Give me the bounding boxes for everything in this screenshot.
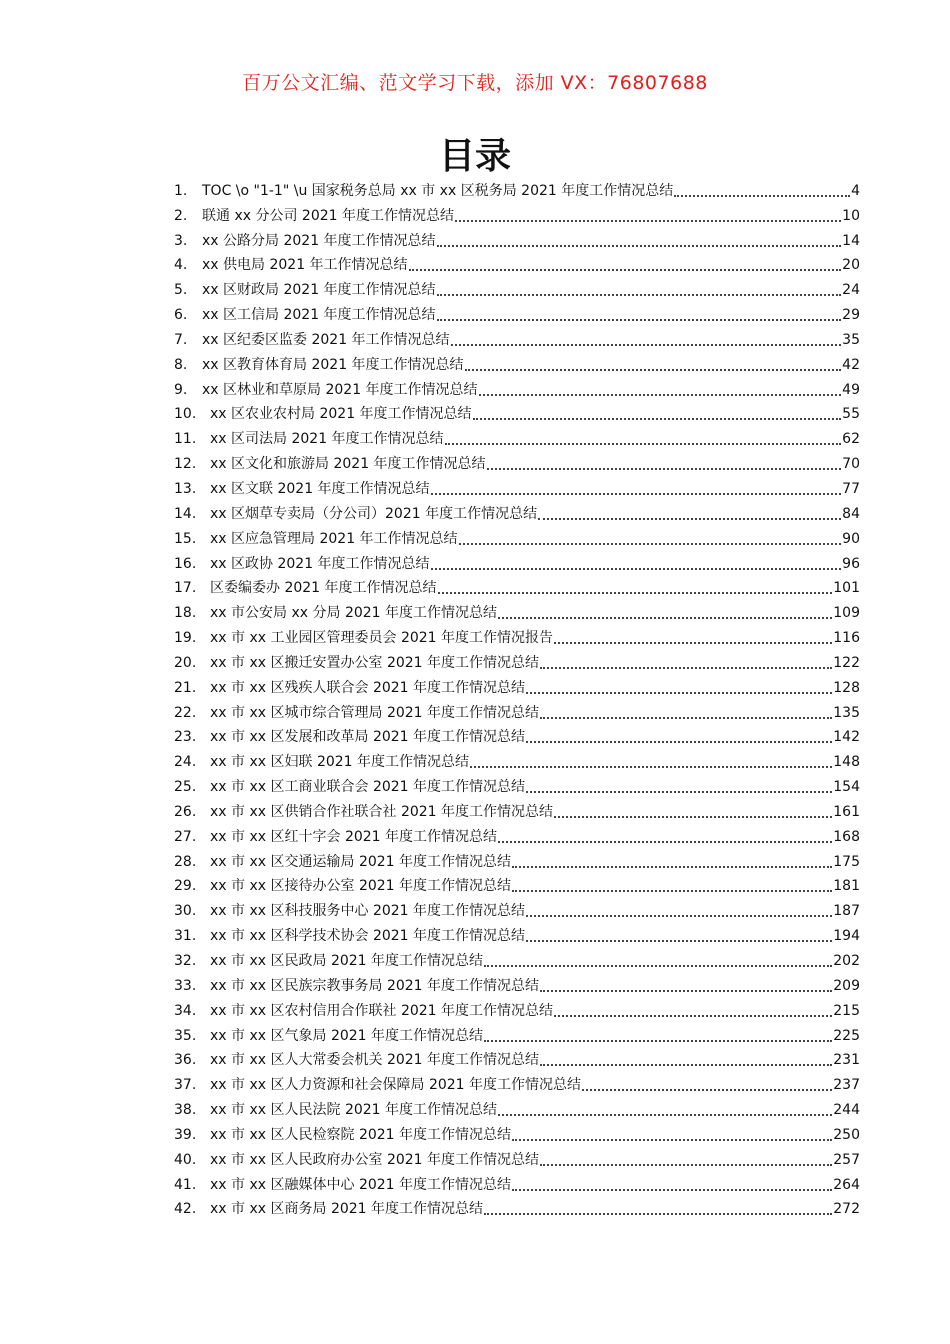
toc-entry-number: 26. [174,803,197,820]
toc-dot-leader [540,989,832,992]
toc-entry[interactable] [174,921,860,946]
toc-entry-title[interactable]: xx 公路分局 2021 年度工作情况总结 [202,232,436,249]
toc-entry-number: 17. [174,580,197,597]
toc-dot-leader [465,368,842,371]
toc-dot-leader [431,567,842,570]
toc-dot-leader [512,1138,832,1141]
toc-entry-page: 42 [842,356,860,373]
toc-entry[interactable] [174,375,860,400]
toc-entry-title[interactable]: xx 区林业和草原局 2021 年度工作情况总结 [202,381,478,398]
toc-entry-number: 34. [174,1002,197,1019]
toc-entry-page: 14 [842,232,860,249]
toc-entry-number: 35. [174,1027,197,1044]
toc-entry[interactable] [174,251,860,276]
toc-entry-number: 5. [174,282,188,299]
toc-entry-title[interactable]: xx 市 xx 区气象局 2021 年度工作情况总结 [210,1027,484,1044]
toc-entry-title[interactable]: xx 市 xx 区发展和改革局 2021 年度工作情况总结 [210,729,526,746]
toc-entry-number: 36. [174,1052,197,1069]
toc-entry-page: 202 [833,953,860,969]
toc-entry-page: 225 [833,1027,860,1044]
toc-entry[interactable] [174,673,860,698]
toc-entry-title[interactable]: xx 区政协 2021 年度工作情况总结 [210,555,430,572]
toc-entry[interactable] [174,1046,860,1071]
toc-dot-leader [479,393,842,396]
toc-entry[interactable] [174,747,860,772]
toc-entry-number: 6. [174,307,188,324]
toc-dot-leader [674,194,850,197]
toc-entry-page: 10 [842,207,860,224]
toc-entry-page: 101 [833,580,860,597]
toc-entry-title[interactable]: 联通 xx 分公司 2021 年度工作情况总结 [202,207,454,224]
toc-entry-number: 4. [174,257,188,274]
toc-entry-title[interactable]: xx 区纪委区监委 2021 年工作情况总结 [202,331,450,348]
toc-dot-leader [470,765,832,768]
toc-entry-number: 24. [174,754,197,771]
toc-dot-leader [554,815,832,818]
toc-dot-leader [554,1014,832,1017]
toc-entry-page: 237 [833,1077,860,1094]
toc-entry-title[interactable]: xx 区烟草专卖局（分公司）2021 年度工作情况总结 [210,505,538,522]
toc-entry-title[interactable]: xx 市 xx 区供销合作社联合社 2021 年度工作情况总结 [210,803,554,820]
toc-entry[interactable] [174,598,860,623]
toc-entry-title[interactable]: xx 市公安局 xx 分局 2021 年度工作情况总结 [210,605,498,622]
toc-entry-page: 4 [851,182,860,199]
toc-entry-number: 32. [174,953,197,969]
toc-dot-leader [582,1088,832,1091]
toc-entry-number: 27. [174,828,197,845]
toc-entry[interactable] [174,275,860,300]
toc-dot-leader [431,492,842,495]
toc-entry-page: 231 [833,1052,860,1069]
toc-entry-number: 21. [174,679,197,696]
toc-entry-page: 187 [833,903,860,920]
toc-entry-page: 194 [833,928,860,945]
toc-entry-page: 116 [833,630,860,647]
toc-dot-leader [437,293,842,296]
toc-entry-number: 13. [174,480,197,497]
toc-entry-page: 77 [842,480,860,497]
toc-entry[interactable] [174,723,860,748]
toc-entry[interactable] [174,226,860,251]
toc-entry-title[interactable]: xx 市 xx 区人民法院 2021 年度工作情况总结 [210,1102,498,1119]
toc-entry-page: 90 [842,530,860,547]
toc-entry[interactable] [174,1145,860,1170]
toc-entry-title[interactable]: xx 市 xx 区人民检察院 2021 年度工作情况总结 [210,1126,512,1143]
toc-dot-leader [538,517,841,520]
toc-dot-leader [540,716,832,719]
toc-entry[interactable] [174,524,860,549]
toc-entry[interactable] [174,400,860,425]
toc-entry-title[interactable]: xx 区文联 2021 年度工作情况总结 [210,480,430,497]
toc-entry[interactable] [174,201,860,226]
toc-entry-number: 40. [174,1151,197,1168]
toc-entry-page: 49 [842,381,860,398]
toc-entry-title[interactable]: xx 区司法局 2021 年度工作情况总结 [210,431,444,448]
toc-entry-page: 29 [842,307,860,324]
toc-dot-leader [451,343,842,346]
toc-entry-title[interactable]: 区委编委办 2021 年度工作情况总结 [210,580,437,597]
toc-entry-number: 14. [174,505,197,522]
toc-dot-leader [526,691,832,694]
toc-entry-number: 31. [174,928,197,945]
toc-entry[interactable] [174,797,860,822]
toc-entry-title[interactable]: TOC \o "1-1" \u 国家税务总局 xx 市 xx 区税务局 2021 年度工作情况总结 [202,182,674,199]
toc-dot-leader [526,939,832,942]
toc-entry-title[interactable]: xx 市 xx 区科学技术协会 2021 年度工作情况总结 [210,928,526,945]
toc-entry-number: 39. [174,1126,197,1143]
toc-entry[interactable] [174,946,860,971]
toc-entry-title[interactable]: xx 市 xx 区人大常委会机关 2021 年度工作情况总结 [210,1052,540,1069]
toc-entry[interactable] [174,1095,860,1120]
toc-entry-title[interactable]: xx 区农业农村局 2021 年度工作情况总结 [210,406,472,423]
toc-entry[interactable] [174,623,860,648]
toc-entry-title[interactable]: xx 市 xx 区妇联 2021 年度工作情况总结 [210,754,470,771]
toc-entry-page: 62 [842,431,860,448]
toc-entry-page: 272 [833,1201,860,1218]
toc-entry-page: 154 [833,779,860,796]
toc-entry-title[interactable]: xx 市 xx 区接待办公室 2021 年度工作情况总结 [210,878,512,895]
toc-dot-leader [540,1063,832,1066]
toc-entry[interactable] [174,1070,860,1095]
toc-entry-page: 209 [833,977,860,994]
toc-entry-title[interactable]: xx 市 xx 区融媒体中心 2021 年度工作情况总结 [210,1176,512,1193]
toc-entry[interactable] [174,350,860,375]
toc-entry-title[interactable]: xx 市 xx 工业园区管理委员会 2021 年度工作情况报告 [210,630,554,647]
toc-entry-page: 181 [833,878,860,895]
toc-entry-number: 23. [174,729,197,746]
toc-entry-page: 96 [842,555,860,572]
toc-entry-title[interactable]: xx 市 xx 区残疾人联合会 2021 年度工作情况总结 [210,679,526,696]
toc-entry[interactable] [174,1170,860,1195]
toc-entry[interactable] [174,300,860,325]
toc-entry-page: 84 [842,505,860,522]
toc-entry-number: 1. [174,182,188,199]
toc-entry-number: 22. [174,704,197,721]
toc-entry-title[interactable]: xx 区文化和旅游局 2021 年度工作情况总结 [210,456,486,473]
toc-entry-number: 30. [174,903,197,920]
toc-entry-title[interactable]: xx 市 xx 区农村信用合作联社 2021 年度工作情况总结 [210,1002,554,1019]
toc-entry[interactable] [174,996,860,1021]
toc-entry-title[interactable]: xx 市 xx 区城市综合管理局 2021 年度工作情况总结 [210,704,540,721]
toc-entry-number: 12. [174,456,197,473]
toc-entry-number: 8. [174,356,188,373]
toc-entry-number: 10. [174,406,197,423]
toc-dot-leader [473,417,842,420]
toc-dot-leader [484,1039,832,1042]
toc-entry[interactable] [174,449,860,474]
toc-entry-title[interactable]: xx 市 xx 区交通运输局 2021 年度工作情况总结 [210,853,512,870]
toc-entry[interactable] [174,574,860,599]
toc-entry-number: 19. [174,630,197,647]
toc-dot-leader [437,244,842,247]
toc-entry-number: 29. [174,878,197,895]
toc-entry[interactable] [174,549,860,574]
toc-entry[interactable] [174,499,860,524]
toc-entry[interactable] [174,176,860,201]
toc-entry-title[interactable]: xx 区财政局 2021 年度工作情况总结 [202,282,436,299]
toc-entry[interactable] [174,772,860,797]
toc-entry-page: 122 [833,654,860,671]
toc-dot-leader [512,865,832,868]
toc-entry-page: 148 [833,754,860,771]
toc-entry-page: 20 [842,257,860,274]
toc-entry-number: 16. [174,555,197,572]
toc-entry-page: 135 [833,704,860,721]
toc-entry-number: 33. [174,977,197,994]
toc-entry[interactable] [174,1021,860,1046]
toc-entry-number: 7. [174,331,188,348]
toc-entry-number: 37. [174,1077,197,1094]
toc-entry[interactable] [174,896,860,921]
toc-entry[interactable] [174,872,860,897]
toc-entry[interactable] [174,325,860,350]
toc-entry-page: 128 [833,679,860,696]
toc-entry-title[interactable]: xx 市 xx 区人民政府办公室 2021 年度工作情况总结 [210,1151,540,1168]
toc-entry[interactable] [174,1120,860,1145]
toc-dot-leader [409,268,842,271]
toc-entry[interactable] [174,971,860,996]
table-of-contents [174,176,860,1219]
toc-entry-number: 15. [174,530,197,547]
promo-banner: 百万公文汇编、范文学习下载，添加 VX：76807688 [242,72,708,94]
toc-entry-title[interactable]: xx 区教育体育局 2021 年度工作情况总结 [202,356,464,373]
toc-dot-leader [498,616,832,619]
toc-entry-title[interactable]: xx 区应急管理局 2021 年工作情况总结 [210,530,458,547]
toc-entry-page: 55 [842,406,860,423]
toc-entry[interactable] [174,648,860,673]
toc-dot-leader [526,914,832,917]
toc-dot-leader [459,542,842,545]
toc-dot-leader [526,790,832,793]
toc-entry-page: 161 [833,803,860,820]
toc-entry-number: 20. [174,654,197,671]
toc-entry-number: 41. [174,1176,197,1193]
toc-dot-leader [512,1188,832,1191]
toc-dot-leader [445,442,842,445]
toc-dot-leader [540,1163,832,1166]
toc-entry-title[interactable]: xx 市 xx 区人力资源和社会保障局 2021 年度工作情况总结 [210,1077,582,1094]
toc-entry-title[interactable]: xx 市 xx 区商务局 2021 年度工作情况总结 [210,1201,484,1218]
toc-entry-page: 264 [833,1176,860,1193]
toc-entry[interactable] [174,822,860,847]
toc-entry-number: 42. [174,1201,197,1218]
toc-entry-title[interactable]: xx 市 xx 区工商业联合会 2021 年度工作情况总结 [210,779,526,796]
toc-dot-leader [512,889,832,892]
toc-entry-page: 24 [842,282,860,299]
toc-entry-page: 109 [833,605,860,622]
toc-entry[interactable] [174,1195,860,1220]
toc-entry[interactable] [174,698,860,723]
toc-dot-leader [498,1113,832,1116]
toc-entry-page: 250 [833,1126,860,1143]
toc-entry-number: 3. [174,232,188,249]
toc-dot-leader [455,219,841,222]
toc-entry-number: 18. [174,605,197,622]
toc-entry-title[interactable]: xx 供电局 2021 年工作情况总结 [202,257,408,274]
toc-entry-page: 142 [833,729,860,746]
toc-dot-leader [554,641,832,644]
toc-entry[interactable] [174,424,860,449]
toc-entry-title[interactable]: xx 市 xx 区民族宗教事务局 2021 年度工作情况总结 [210,977,540,994]
toc-dot-leader [487,467,842,470]
toc-entry-number: 38. [174,1102,197,1119]
toc-entry-page: 215 [833,1002,860,1019]
toc-entry[interactable] [174,474,860,499]
toc-entry-title[interactable]: xx 区工信局 2021 年度工作情况总结 [202,307,436,324]
toc-entry-page: 257 [833,1151,860,1168]
toc-entry-number: 11. [174,431,197,448]
toc-dot-leader [438,591,833,594]
toc-entry-title[interactable]: xx 市 xx 区红十字会 2021 年度工作情况总结 [210,828,498,845]
toc-entry-title[interactable]: xx 市 xx 区科技服务中心 2021 年度工作情况总结 [210,903,526,920]
toc-entry-page: 244 [833,1102,860,1119]
toc-dot-leader [498,840,832,843]
toc-dot-leader [484,1212,832,1215]
toc-dot-leader [540,666,832,669]
toc-entry-page: 175 [833,853,860,870]
toc-entry-number: 2. [174,207,188,224]
toc-entry-title[interactable]: xx 市 xx 区民政局 2021 年度工作情况总结 [210,953,484,969]
toc-entry-page: 35 [842,331,860,348]
toc-entry-page: 168 [833,828,860,845]
toc-dot-leader [526,740,832,743]
toc-entry[interactable] [174,847,860,872]
toc-entry-page: 70 [842,456,860,473]
toc-entry-number: 25. [174,779,197,796]
toc-dot-leader [484,964,832,967]
toc-entry-number: 9. [174,381,188,398]
toc-entry-title[interactable]: xx 市 xx 区搬迁安置办公室 2021 年度工作情况总结 [210,654,540,671]
page-title: 目录 [438,136,511,177]
toc-entry-number: 28. [174,853,197,870]
toc-dot-leader [437,318,842,321]
